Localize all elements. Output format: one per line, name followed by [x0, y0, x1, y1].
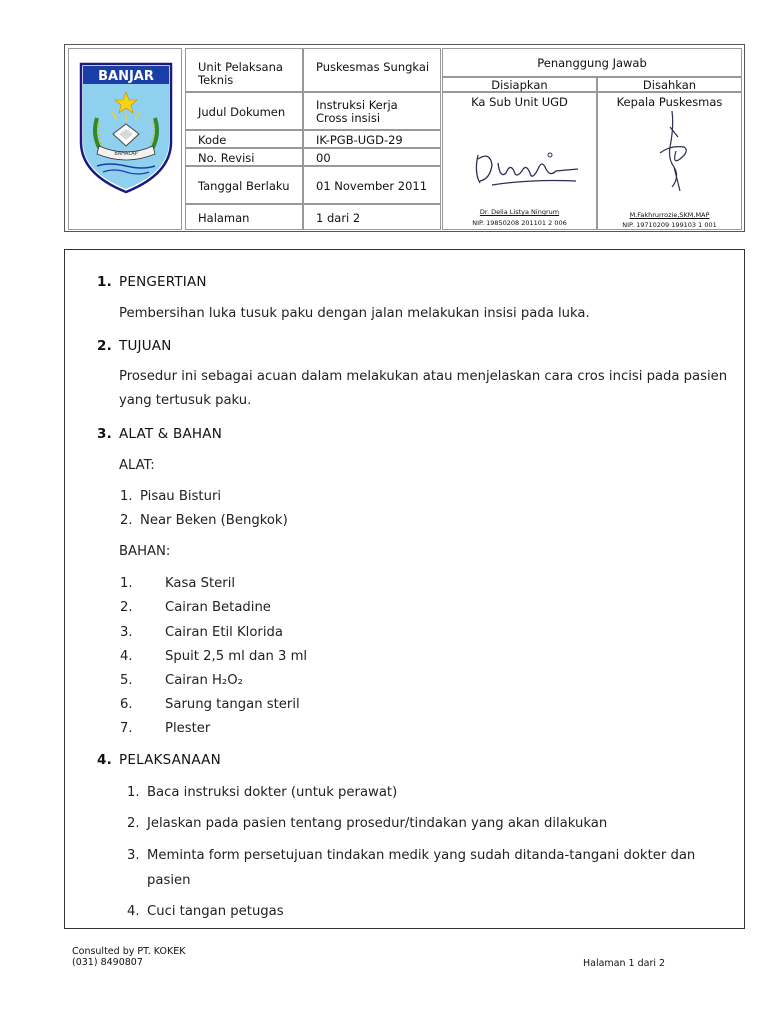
item-text: Near Beken (Bengkok) — [140, 513, 288, 528]
item-text: Pisau Bisturi — [140, 489, 222, 504]
alat-label: ALAT: — [119, 458, 155, 473]
pelaksanaan-item — [127, 816, 607, 831]
item-number: 1. — [120, 489, 133, 504]
item-text: Cairan Betadine — [165, 600, 271, 615]
item-number: 1. — [127, 785, 140, 800]
revisi-label: No. Revisi — [198, 150, 255, 165]
bahan-item — [120, 721, 210, 736]
section-alat-bahan-heading — [97, 426, 222, 442]
tanggal-label-cell — [185, 166, 303, 204]
pelaksanaan-item — [127, 904, 284, 919]
banjar-emblem-icon — [79, 62, 173, 194]
tanggal-label: Tanggal Berlaku — [198, 178, 290, 193]
disahkan-role: Kepala Puskesmas — [616, 95, 723, 109]
unit-value: Puskesmas Sungkai — [316, 60, 430, 74]
signature-1-icon — [470, 145, 580, 190]
penanggung-jawab-label: Penanggung Jawab — [537, 56, 647, 70]
judul-value: Instruksi Kerja Cross insisi — [316, 98, 398, 125]
footer-consultant — [72, 946, 185, 968]
pengertian-text: Pembersihan luka tusuk paku dengan jalan melakukan insisi pada luka. — [119, 306, 590, 321]
disahkan-cell — [597, 77, 742, 92]
halaman-value-cell — [303, 204, 441, 230]
disahkan-label: Disahkan — [642, 78, 697, 92]
tujuan-text-line-1: Prosedur ini sebagai acuan dalam melakukan atau menjelaskan cara cros incisi pada pasien — [119, 369, 728, 384]
item-number: 3. — [120, 625, 133, 640]
signer-2-nip: NIP. 19710209 199103 1 001 — [622, 221, 717, 229]
item-text: Cuci tangan petugas — [147, 904, 284, 919]
item-number: 1. — [120, 576, 133, 591]
item-text: Meminta form persetujuan tindakan medik yang sudah ditanda-tangani dokter dan — [147, 848, 696, 863]
item-text: Cairan H₂O₂ — [165, 673, 243, 688]
item-number: 3. — [127, 848, 140, 863]
judul-label-cell — [185, 92, 303, 130]
revisi-value-cell — [303, 148, 441, 166]
svg-text:BAHALAP: BAHALAP — [114, 151, 138, 157]
item-text: pasien — [147, 873, 191, 888]
kode-label-cell — [185, 130, 303, 148]
halaman-label: Halaman — [198, 210, 250, 225]
section-title: TUJUAN — [119, 338, 172, 354]
unit-label-cell — [185, 48, 303, 92]
bahan-label: BAHAN: — [119, 544, 171, 559]
footer-page-number: Halaman 1 dari 2 — [583, 958, 666, 969]
section-number: 1. — [97, 274, 112, 290]
item-number: 6. — [120, 697, 133, 712]
kode-value-cell — [303, 130, 441, 148]
item-number: 2. — [120, 600, 133, 615]
alat-item — [120, 513, 288, 528]
item-text: Plester — [165, 721, 211, 736]
signer-2-name: M.Fakhrurrozie,SKM,MAP — [629, 211, 710, 219]
item-number: 2. — [127, 816, 140, 831]
signature-2-icon — [650, 107, 700, 197]
section-title: PENGERTIAN — [119, 274, 207, 290]
bahan-item — [120, 673, 243, 688]
tanggal-value-cell — [303, 166, 441, 204]
tanggal-value: 01 November 2011 — [316, 178, 428, 193]
disiapkan-role: Ka Sub Unit UGD — [471, 95, 568, 109]
alat-item — [120, 489, 221, 504]
section-title: PELAKSANAAN — [119, 752, 221, 768]
bahan-item — [120, 697, 300, 712]
item-text: Jelaskan pada pasien tentang prosedur/tindakan yang akan dilakukan — [147, 816, 608, 831]
footer-phone: (031) 8490807 — [72, 957, 143, 968]
disiapkan-cell — [442, 77, 597, 92]
section-title: ALAT & BAHAN — [119, 426, 222, 442]
kode-value: IK-PGB-UGD-29 — [316, 132, 403, 147]
judul-value-cell — [303, 92, 441, 130]
pelaksanaan-item — [127, 785, 397, 800]
section-pelaksanaan-heading — [97, 752, 221, 768]
bahan-item — [120, 649, 307, 664]
section-number: 2. — [97, 338, 112, 354]
disiapkan-label: Disiapkan — [491, 78, 548, 92]
document-body — [64, 249, 745, 929]
tujuan-text-line-2: yang tertusuk paku. — [119, 393, 252, 408]
halaman-label-cell — [185, 204, 303, 230]
section-number: 4. — [97, 752, 112, 768]
halaman-value: 1 dari 2 — [316, 210, 361, 225]
signer-1-nip: NIP. 19850208 201101 2 006 — [472, 219, 567, 227]
item-number: 4. — [127, 904, 140, 919]
unit-value-cell — [303, 48, 441, 92]
item-number: 4. — [120, 649, 133, 664]
revisi-label-cell — [185, 148, 303, 166]
bahan-item — [120, 576, 235, 591]
item-number: 7. — [120, 721, 133, 736]
penanggung-jawab-cell — [442, 48, 742, 77]
document-header-table — [64, 44, 745, 232]
bahan-item — [120, 600, 271, 615]
svg-text:BANJAR: BANJAR — [98, 69, 154, 84]
item-number: 5. — [120, 673, 133, 688]
revisi-value: 00 — [316, 150, 331, 165]
footer-consulted-by: Consulted by PT. KOKEK — [72, 946, 186, 957]
item-text: Cairan Etil Klorida — [165, 625, 283, 640]
section-number: 3. — [97, 426, 112, 442]
pelaksanaan-item-continued — [127, 873, 190, 888]
section-pengertian-heading — [97, 274, 207, 290]
kode-label: Kode — [198, 132, 227, 147]
unit-label: Unit Pelaksana Teknis — [198, 60, 283, 87]
item-text: Kasa Steril — [165, 576, 236, 591]
bahan-item — [120, 625, 283, 640]
signer-1-name: Dr. Delia Listya Ningrum — [479, 208, 560, 216]
item-text: Sarung tangan steril — [165, 697, 300, 712]
item-text: Spuit 2,5 ml dan 3 ml — [165, 649, 308, 664]
logo-cell — [68, 48, 182, 230]
section-tujuan-heading — [97, 338, 172, 354]
judul-label: Judul Dokumen — [198, 104, 286, 119]
pelaksanaan-item — [127, 848, 695, 863]
item-text: Baca instruksi dokter (untuk perawat) — [147, 785, 398, 800]
item-number: 2. — [120, 513, 133, 528]
